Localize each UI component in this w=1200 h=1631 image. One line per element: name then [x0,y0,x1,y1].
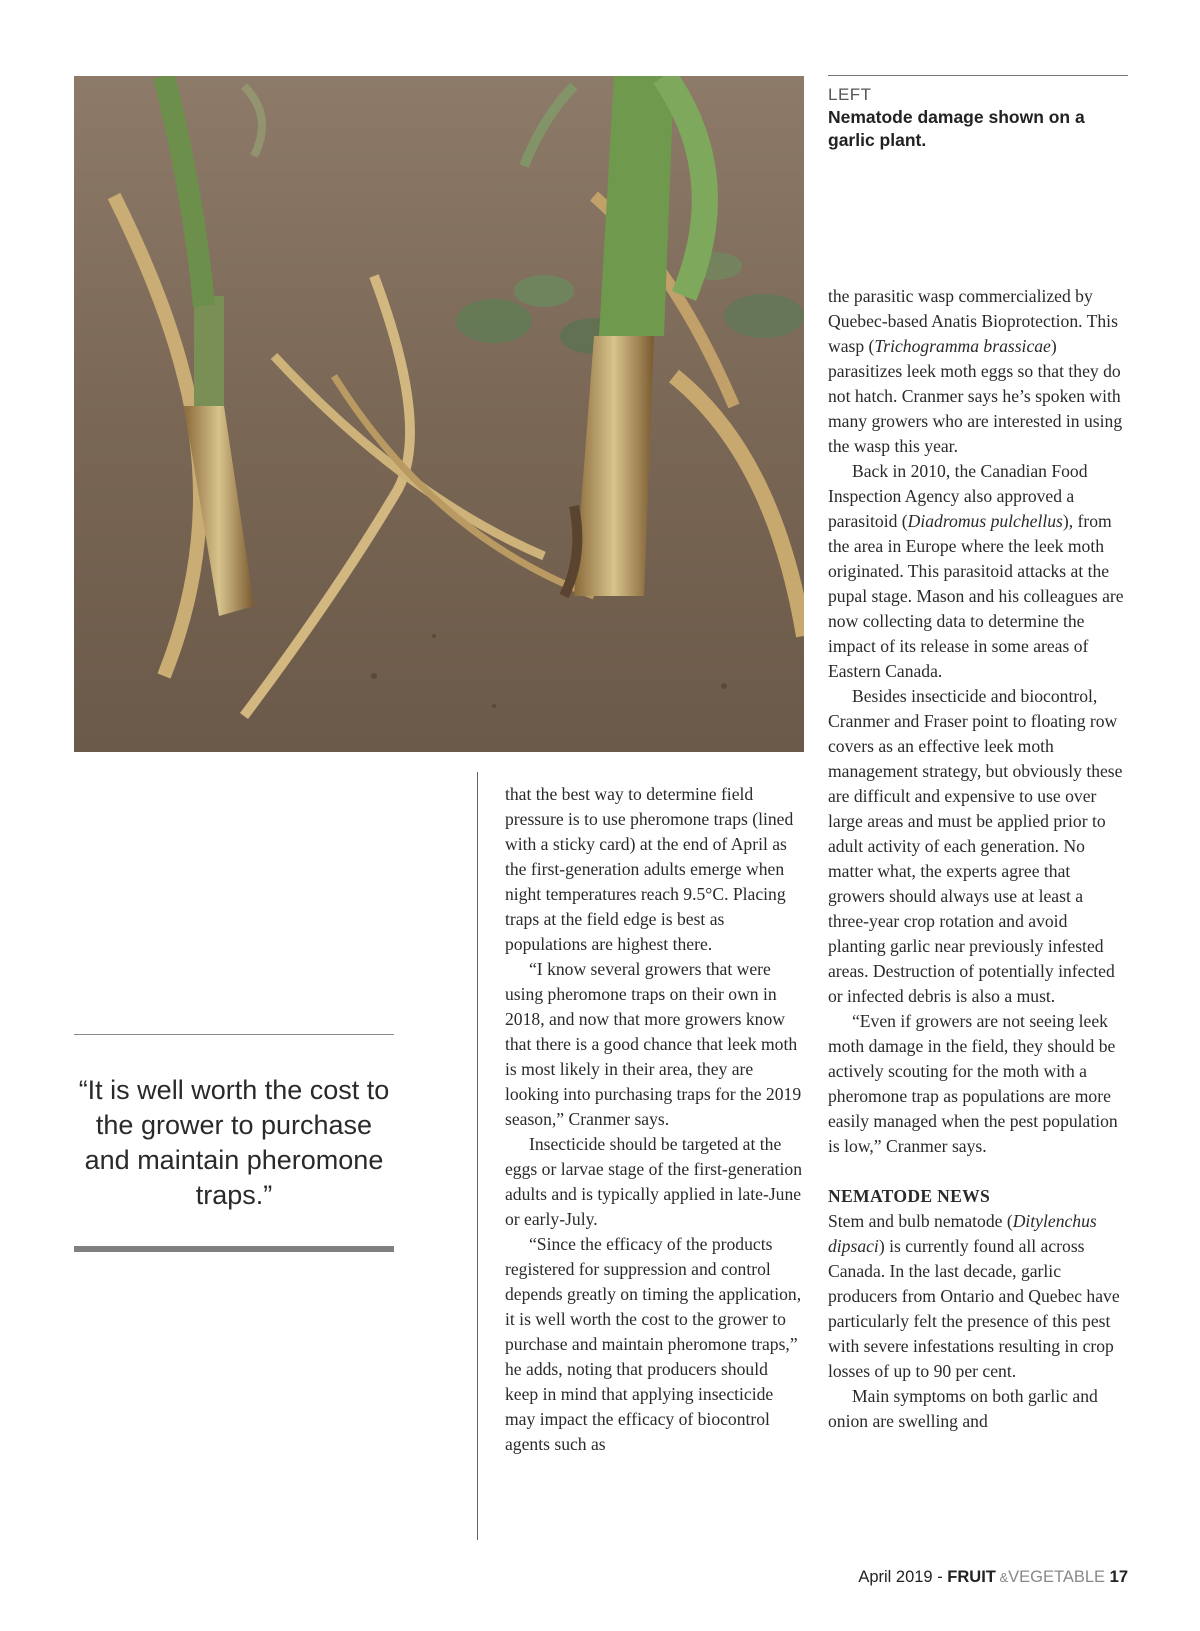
article-column-2 [828,284,1128,1434]
species-name: Ditylenchus dipsaci [828,1211,1097,1256]
species-name: Diadromus pulchellus [907,511,1063,531]
garlic-photo [74,76,804,752]
pull-quote: “It is well worth the cost to the grower to purchase and maintain pheromone traps.” [74,1034,394,1252]
caption-text: Nematode damage shown on a garlic plant. [828,107,1085,150]
paragraph: Stem and bulb nematode (Ditylenchus dipsaci) is currently found all across Canada. In the last decade, garlic producers from Ontario and Quebec have particularly felt the presence of this pest with severe infestations resulting in crop losses of up to 90 per cent. [828,1211,1120,1381]
article-column-1 [505,782,805,1457]
page-number: 17 [1105,1568,1128,1586]
issue-date: April 2019 - [858,1568,948,1586]
paragraph: Back in 2010, the Canadian Food Inspection Agency also approved a parasitoid (Diadromus pulchellus), from the area in Europe where the leek moth originated. This parasitoid attacks at the pupal stage. Mason and his colleagues are now collecting data to determine the impact of its release in some areas of Eastern Canada. [828,461,1124,681]
paragraph: “I know several growers that were using pheromone traps on their own in 2018, and now that more growers know that there is a good chance that leek moth is most likely in their area, they are looking into purchasing traps for the 2019 season,” Cranmer says. [505,959,802,1129]
paragraph: “Since the efficacy of the products registered for suppression and control depends greatly on timing the application, it is well worth the cost to the grower to purchase and maintain pheromone traps,” he adds, noting that producers should keep in mind that applying insecticide may impact the efficacy of biocontrol agents such as [505,1234,802,1454]
paragraph: that the best way to determine field pressure is to use pheromone traps (lined with a sticky card) at the end of April as the first-generation adults emerge when night temperatures reach 9.5°C. Placing traps at the field edge is best as populations are highest there. [505,784,794,954]
caption-label: LEFT [828,85,872,104]
paragraph: “Even if growers are not seeing leek moth damage in the field, they should be actively scouting for the moth with a pheromone trap as populations are more easily managed when the pest population is low,” Cranmer says. [828,1011,1118,1156]
section-heading: NEMATODE NEWS [828,1186,991,1206]
paragraph: the parasitic wasp commercialized by Quebec-based Anatis Bioprotection. This wasp (Trichogramma brassicae) parasitizes leek moth eggs so that they do not hatch. Cranmer says he’s spoken with many growers who are interested in using the wasp this year. [828,286,1123,456]
garlic-plant-photo-icon [74,76,804,752]
paragraph: Insecticide should be targeted at the eggs or larvae stage of the first-generation adults and is typically applied in late-June or early-July. [505,1134,803,1229]
magazine-ampersand: & [995,1570,1009,1585]
magazine-name-light: VEGETABLE [1008,1568,1106,1586]
page-footer [820,1568,1128,1587]
photo-caption [828,75,1128,152]
paragraph: Main symptoms on both garlic and onion are swelling and [828,1386,1098,1431]
paragraph: Besides insecticide and biocontrol, Cranmer and Fraser point to floating row covers as an effective leek moth management strategy, but obviously these are difficult and expensive to use over large areas and must be applied prior to adult activity of each generation. No matter what, the experts agree that growers should always use at least a three-year crop rotation and avoid planting garlic near previously infested areas. Destruction of potentially infected or infected debris is also a must. [828,686,1123,1006]
species-name: Trichogramma brassicae [874,336,1051,356]
magazine-name-bold: FRUIT [947,1568,996,1586]
column-divider [477,772,478,1540]
